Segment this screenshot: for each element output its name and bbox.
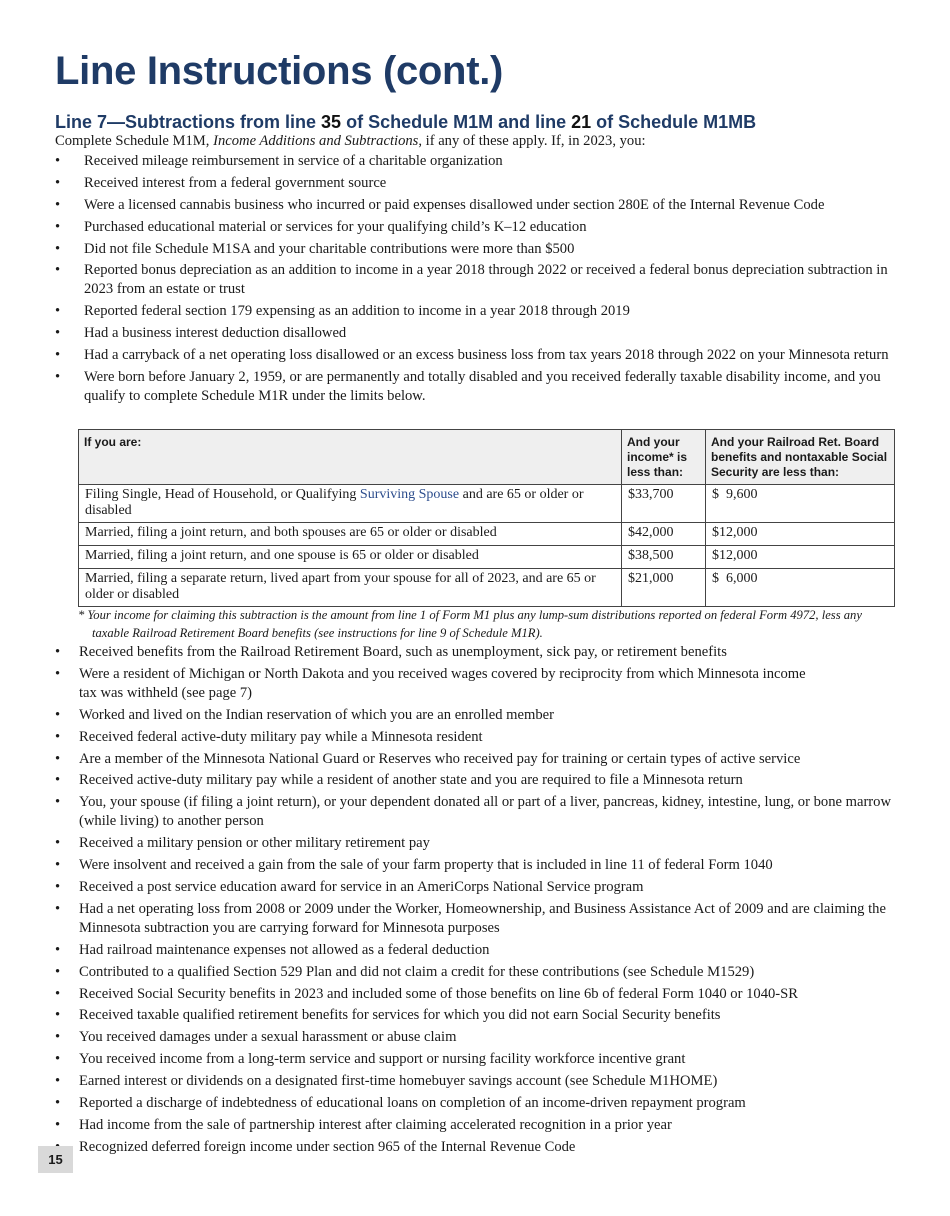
list-item-text: Recognized deferred foreign income under section 965 of the Internal Revenue Code xyxy=(79,1138,576,1155)
bullet-icon: • xyxy=(55,218,61,235)
status-text: and are 65 or older or disabled xyxy=(85,487,584,518)
status-text: Filing Single, Head of Household, or Qualifying xyxy=(85,487,360,502)
list-item xyxy=(55,706,905,725)
list-item xyxy=(55,963,905,982)
list-item xyxy=(55,368,895,406)
bullet-icon: • xyxy=(55,174,61,191)
bullet-icon: • xyxy=(55,153,61,169)
heading-text: of Schedule M1MB xyxy=(591,112,757,132)
list-item xyxy=(55,1006,905,1025)
list-item-text: Received benefits from the Railroad Retirement Board, such as unemployment, sick pay, or retirement benefits xyxy=(79,644,727,660)
list-item-text: Received mileage reimbursement in service of a charitable organization xyxy=(84,153,503,169)
list-item xyxy=(55,218,895,237)
list-item xyxy=(55,1138,905,1157)
list-item-text: You received damages under a sexual harassment or abuse claim xyxy=(79,1029,457,1046)
list-item xyxy=(55,261,895,299)
list-item-text: Were a resident of Michigan or North Dakota and you received wages covered by reciprocity from which Minnesota income tax was withheld (see page 7) xyxy=(79,665,806,701)
list-item xyxy=(55,1116,905,1135)
list-item-text: You, your spouse (if filing a joint return), or your dependent donated all or part of a liver, pancreas, kidney, intestine, lung, or bone marrow (while living) to another person xyxy=(79,794,891,830)
list-item-text: Reported federal section 179 expensing as an addition to income in a year 2018 through 2019 xyxy=(84,303,630,320)
intro-text: Complete Schedule M1M, xyxy=(55,133,214,149)
bullet-icon: • xyxy=(55,900,61,917)
list-item-text: Had a carryback of a net operating loss disallowed or an excess business loss from tax years 2018 through 2022 on your Minnesota return xyxy=(84,347,889,364)
list-item xyxy=(55,643,905,662)
list-item-text: Received federal active-duty military pay while a Minnesota resident xyxy=(79,728,483,745)
list-item xyxy=(55,1072,905,1091)
table-cell-status: Married, filing a joint return, and one spouse is 65 or older or disabled xyxy=(79,546,622,569)
table-row xyxy=(79,569,895,607)
list-item xyxy=(55,793,905,831)
bullet-icon: • xyxy=(55,325,61,342)
table-cell-income: $38,500 xyxy=(622,546,706,569)
list-item-text: Are a member of the Minnesota National Guard or Reserves who received pay for training or certain types of active service xyxy=(79,750,801,767)
list-item xyxy=(55,302,895,321)
m1r-limits-table xyxy=(78,429,895,607)
table-header-cell: And your Railroad Ret. Board benefits and nontaxable Social Security are less than: xyxy=(706,430,895,485)
intro-paragraph xyxy=(55,132,905,151)
bullet-icon: • xyxy=(55,857,61,874)
bullet-icon: • xyxy=(55,1029,61,1046)
list-item xyxy=(55,856,905,875)
list-item-text: You received income from a long-term service and support or nursing facility workforce incentive grant xyxy=(79,1051,686,1068)
table-cell-benefits: $12,000 xyxy=(706,546,895,569)
list-item xyxy=(55,771,905,790)
table-row xyxy=(79,485,895,523)
bullet-icon: • xyxy=(55,303,61,320)
list-item-text: Were insolvent and received a gain from the sale of your farm property that is included in line 11 of federal Form 1040 xyxy=(79,857,773,874)
list-item-text: Received a post service education award for service in an AmeriCorps National Service program xyxy=(79,879,644,896)
bullet-icon: • xyxy=(55,196,61,213)
heading-text: Line 7—Subtractions from line xyxy=(55,112,322,132)
bullet-icon: • xyxy=(55,963,61,980)
table-cell-benefits: $ 6,000 xyxy=(706,569,895,607)
bullet-icon: • xyxy=(55,772,61,789)
condition-list-bottom xyxy=(55,643,905,1160)
table-cell-income: $33,700 xyxy=(622,485,706,523)
bullet-icon: • xyxy=(55,1116,61,1133)
condition-list-top xyxy=(55,152,895,409)
bullet-icon: • xyxy=(55,879,61,896)
surviving-spouse-term: Surviving Spouse xyxy=(359,487,460,502)
heading-text: of Schedule M1M and line xyxy=(341,112,572,132)
list-item xyxy=(55,878,905,897)
bullet-icon: • xyxy=(55,1073,61,1090)
bullet-icon: • xyxy=(55,835,61,852)
list-item-text: Were a licensed cannabis business who incurred or paid expenses disallowed under section 280E of the Internal Revenue Code xyxy=(84,196,825,213)
bullet-icon: • xyxy=(55,985,61,1002)
table-row xyxy=(79,546,895,569)
intro-form-title: Income Additions and Subtractions xyxy=(213,133,419,149)
bullet-icon: • xyxy=(55,728,61,745)
page-number: 15 xyxy=(38,1146,73,1173)
bullet-icon: • xyxy=(55,750,61,767)
table-footnote: * Your income for claiming this subtraction is the amount from line 1 of Form M1 plus any lump-sum distributions reported on federal Form 4972, less any taxable Railroad Retirement Board benefits (see instructions for line 9 of Schedule M1R). xyxy=(78,608,862,640)
table-header-cell: If you are: xyxy=(79,430,622,485)
bullet-icon: • xyxy=(55,644,61,660)
list-item-text: Did not file Schedule M1SA and your charitable contributions were more than $500 xyxy=(84,240,575,257)
table-cell-status: Married, filing a joint return, and both spouses are 65 or older or disabled xyxy=(79,523,622,546)
bullet-icon: • xyxy=(55,1051,61,1068)
list-item-text: Reported bonus depreciation as an addition to income in a year 2018 through 2022 or received a federal bonus depreciation subtraction in 2023 from an estate or trust xyxy=(84,262,888,298)
bullet-icon: • xyxy=(55,794,61,811)
bullet-icon: • xyxy=(55,1095,61,1112)
list-item xyxy=(55,196,895,215)
list-item xyxy=(55,728,905,747)
list-item xyxy=(55,941,905,960)
table-cell-status: Married, filing a separate return, lived apart from your spouse for all of 2023, and are 65 or older or disabled xyxy=(79,569,622,607)
table-row xyxy=(79,523,895,546)
list-item-text: Had a net operating loss from 2008 or 2009 under the Worker, Homeownership, and Business Assistance Act of 2009 and are claiming the Minnesota subtraction you are carrying forward for Minnesota purposes xyxy=(79,900,886,936)
list-item xyxy=(55,750,905,769)
list-item xyxy=(55,174,895,193)
table-cell-income: $42,000 xyxy=(622,523,706,546)
list-item xyxy=(55,152,895,171)
table-cell-status xyxy=(79,485,622,523)
page-title: Line Instructions (cont.) xyxy=(55,49,504,93)
list-item xyxy=(55,346,895,365)
list-item xyxy=(55,665,905,703)
bullet-icon: • xyxy=(55,941,61,958)
list-item-text: Received Social Security benefits in 2023 and included some of those benefits on line 6b of federal Form 1040 or 1040-SR xyxy=(79,985,798,1002)
table-cell-benefits: $ 9,600 xyxy=(706,485,895,523)
table-header-cell: And your income* is less than: xyxy=(622,430,706,485)
list-item-text: Purchased educational material or services for your qualifying child’s K–12 education xyxy=(84,218,587,235)
list-item-text: Reported a discharge of indebtedness of educational loans on completion of an income-driven repayment program xyxy=(79,1095,746,1112)
bullet-icon: • xyxy=(55,240,61,257)
list-item-text: Had a business interest deduction disallowed xyxy=(84,325,347,342)
intro-text: , if any of these apply. If, in 2023, you: xyxy=(418,133,646,149)
list-item xyxy=(55,1028,905,1047)
bullet-icon: • xyxy=(55,369,61,386)
list-item-text: Had railroad maintenance expenses not allowed as a federal deduction xyxy=(79,941,490,958)
bullet-icon: • xyxy=(55,262,61,279)
list-item-text: Earned interest or dividends on a designated first-time homebuyer savings account (see Schedule M1HOME) xyxy=(79,1073,718,1090)
heading-line-number: 35 xyxy=(321,112,342,132)
list-item xyxy=(55,834,905,853)
list-item-text: Received a military pension or other military retirement pay xyxy=(79,835,430,852)
bullet-icon: • xyxy=(55,347,61,364)
list-item xyxy=(55,985,905,1004)
list-item-text: Were born before January 2, 1959, or are permanently and totally disabled and you received federally taxable disability income, and you qualify to complete Schedule M1R under the limits below. xyxy=(84,369,881,405)
table-header-row xyxy=(79,430,895,485)
list-item xyxy=(55,240,895,259)
list-item xyxy=(55,324,895,343)
list-item xyxy=(55,1094,905,1113)
section-heading xyxy=(55,110,756,134)
bullet-icon: • xyxy=(55,706,61,723)
bullet-icon: • xyxy=(55,665,61,682)
list-item-text: Received taxable qualified retirement benefits for services for which you did not earn Social Security benefits xyxy=(79,1007,721,1024)
bullet-icon: • xyxy=(55,1007,61,1024)
table-cell-benefits: $12,000 xyxy=(706,523,895,546)
list-item-text: Contributed to a qualified Section 529 Plan and did not claim a credit for these contributions (see Schedule M1529) xyxy=(79,963,755,980)
list-item xyxy=(55,1050,905,1069)
heading-line-number: 21 xyxy=(571,112,592,132)
list-item-text: Had income from the sale of partnership interest after claiming accelerated recognition in a prior year xyxy=(79,1116,672,1133)
list-item xyxy=(55,900,905,938)
list-item-text: Worked and lived on the Indian reservation of which you are an enrolled member xyxy=(79,706,554,723)
list-item-text: Received active-duty military pay while a resident of another state and you are required to file a Minnesota return xyxy=(79,772,743,789)
list-item-text: Received interest from a federal government source xyxy=(84,174,387,191)
table-cell-income: $21,000 xyxy=(622,569,706,607)
